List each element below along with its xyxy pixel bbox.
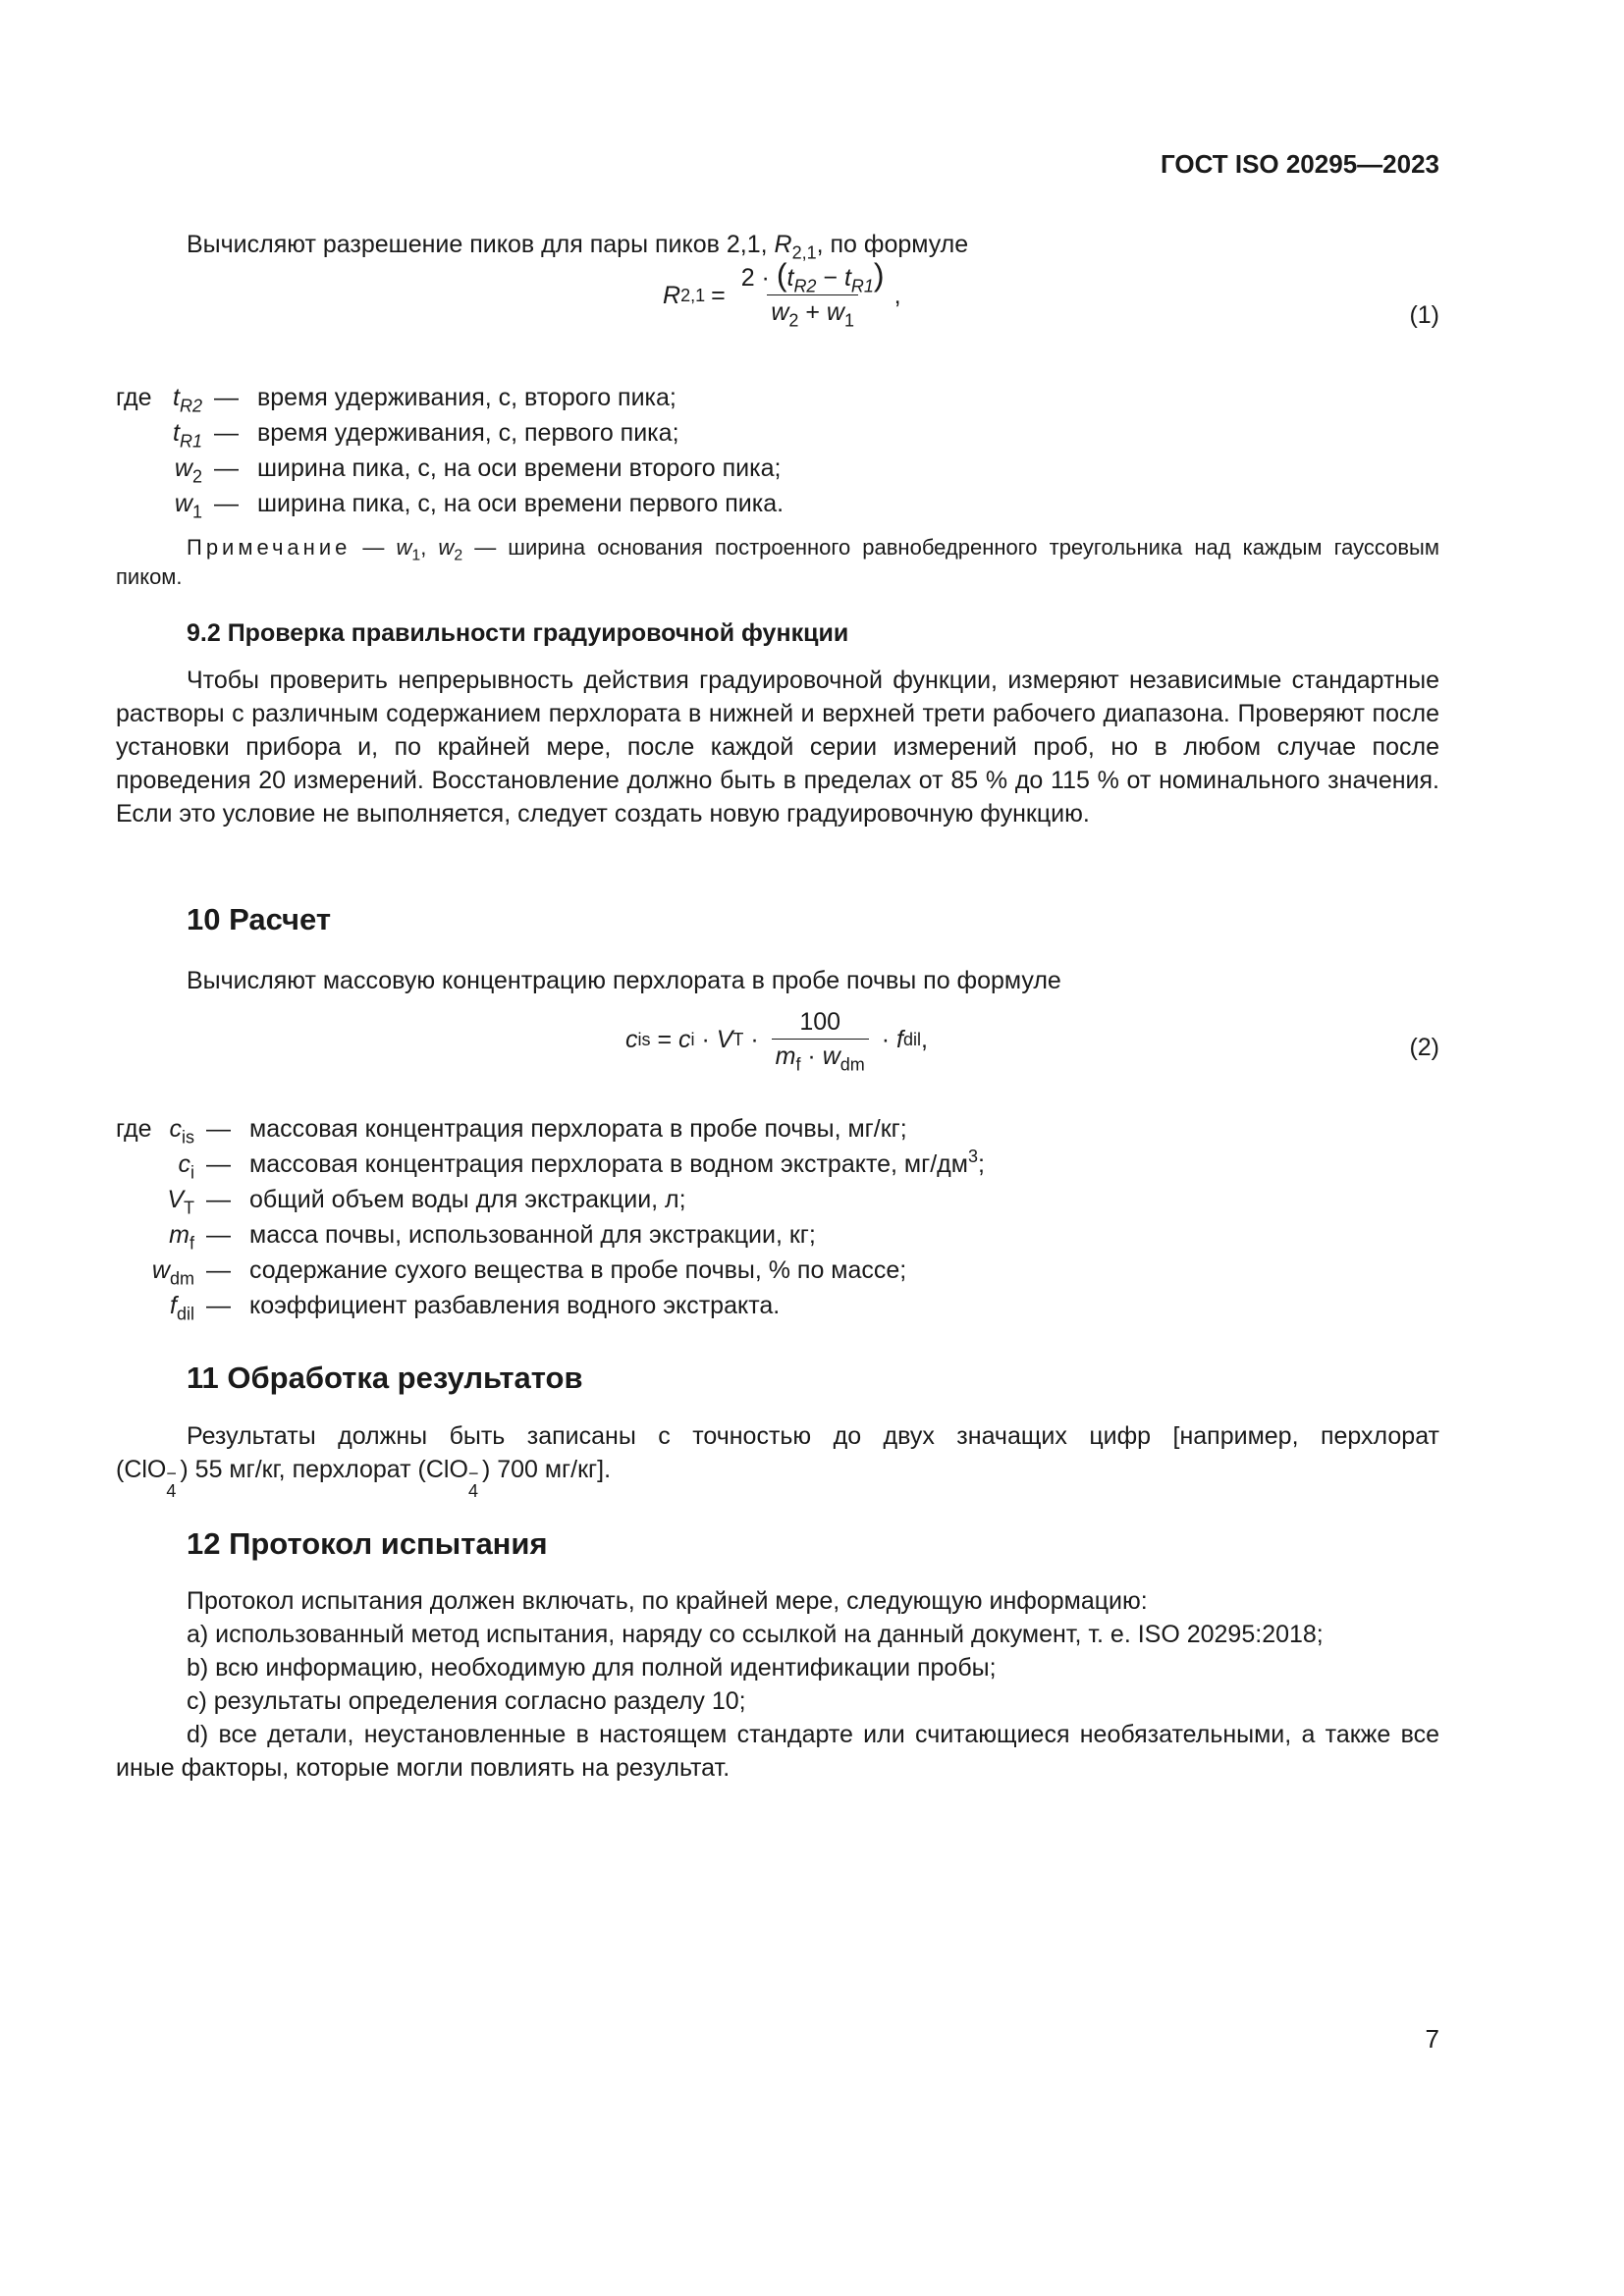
def1-symbol-sub-3: 1 [191,502,202,522]
clo4-1-base: (ClO [116,1456,167,1483]
section-11-title: 11 Обработка результатов [187,1361,583,1395]
def2-text-main-4: содержание сухого вещества в пробе почвы, % по массе; [249,1256,907,1284]
def1-dash-1: — [214,419,239,447]
formula-2-number: (2) [1409,1034,1439,1061]
def2-dash-1: — [206,1150,231,1178]
section-11-line-1: Результаты должны быть записаны с точностью до двух значащих цифр [например, перхлорат [187,1422,1439,1450]
def1-symbol-sub-1: R1 [179,431,202,452]
formula-2-numerator: 100 [799,1008,841,1036]
formula-2-fraction [772,1007,869,1075]
def1-text-main-1: время удерживания, с, первого пика; [257,419,679,447]
formula-1-number: (1) [1409,301,1439,329]
formula-2-definitions [0,1112,1624,1328]
def1-symbol-letter-0: t [173,384,180,411]
formula-1: R 2,1 = $\frac{2 \cdot (t_{R2} - t_{R1})}{w_2 + w_1}$ , [663,257,901,331]
def2-symbol-5 [170,1289,194,1322]
note-dash: — [351,535,397,560]
def2-symbol-sub-4: dm [169,1268,194,1289]
def2-text-0 [249,1112,907,1146]
def1-text-main-3: ширина пика, с, на оси времени первого пика. [257,490,785,517]
def2-text-1 [249,1148,985,1181]
formula-1-t1-sub: R1 [850,276,874,296]
section-9-2-body: Чтобы проверить непрерывность действия градуировочной функции, измеряют независимые стандартные растворы с различным содержанием перхлората в нижней и верхней трети рабочего диапазона. Проверяют после установки прибора и, по крайней мере, после каждой серии измерений проб, но в любом случае после проведения 20 измерений. Восстановление должно быть в пределах от 85 % до 115 % от номинального значения. Если это условие не выполняется, следует создать новую градуировочную функцию. [116,667,1439,828]
def2-symbol-letter-2: V [167,1186,184,1213]
def2-text-main-3: масса почвы, использованной для экстракции, кг; [249,1221,816,1249]
intro-symbol: R [774,231,792,258]
protocol-item-b: b) всю информацию, необходимую для полной идентификации пробы; [187,1654,997,1682]
def2-symbol-sub-5: dil [176,1304,194,1324]
formula-1-fraction [737,257,889,331]
formula-2-dot-4: · [874,1025,896,1053]
formula-1-w1-sub: 1 [843,310,854,331]
def2-text-2 [249,1183,686,1216]
note-comma: , [420,535,439,560]
section-11-middle: ) 55 мг/кг, перхлорат (ClO [180,1456,468,1483]
def2-dash-3: — [206,1221,231,1249]
note-label: Примечание [187,535,352,560]
def1-text-1 [257,416,679,450]
intro-prefix: Вычисляют разрешение пиков для пары пиков 2,1, [187,231,775,258]
formula-1-close-paren: ) [873,257,885,293]
formula-2-equals: = [650,1025,678,1053]
def2-symbol-2 [167,1183,194,1216]
def1-text-main-2: ширина пика, с, на оси времени второго пика; [257,454,782,482]
def2-symbol-4 [152,1254,194,1287]
def2-dash-5: — [206,1292,231,1319]
section-12-intro: Протокол испытания должен включать, по крайней мере, следующую информацию: [187,1587,1148,1615]
section-10-intro: Вычисляют массовую концентрацию перхлората в пробе почвы по формуле [187,967,1061,994]
def2-symbol-sub-0: is [182,1127,194,1148]
def2-symbol-sub-1: i [190,1162,194,1183]
formula-2-dot-3: · [800,1042,823,1070]
def1-dash-0: — [214,384,239,411]
formula-1-t2-sub: R2 [793,276,817,296]
formula-2-c-i: c [678,1025,691,1053]
def2-text-4 [249,1254,906,1287]
note-text: — ширина основания построенного равнобедренного треугольника над каждым гауссовым пиком. [116,535,1439,589]
where-word-2: где [116,1115,152,1143]
formula-1-t1: t [843,264,851,292]
where-word-1: где [116,384,152,411]
intro-subscript: 2,1 [791,242,817,263]
def1-symbol-letter-2: w [174,454,192,482]
def2-dash-4: — [206,1256,231,1284]
protocol-item-c: c) результаты определения согласно разделу 10; [187,1687,746,1715]
section-9-2-title: 9.2 Проверка правильности градуировочной функции [187,619,849,647]
intro-suffix: , по формуле [816,231,969,258]
def2-text-main-2: общий объем воды для экстракции, л; [249,1186,686,1213]
formula-2-m-sub: f [795,1054,801,1075]
section-10-title: 10 Расчет [187,902,332,936]
def2-symbol-0 [170,1112,195,1146]
def1-symbol-1 [173,416,202,450]
formula-2-dot-2: · [743,1025,766,1053]
note-w2: w [438,535,455,560]
formula-2-comma: , [920,1025,928,1053]
def1-symbol-letter-1: t [173,419,180,447]
formula-1-w2: w [771,298,789,326]
formula-2-v: V [716,1025,733,1053]
def1-symbol-0 [173,381,202,414]
def1-symbol-3 [175,487,202,520]
def2-text-main-0: массовая концентрация перхлората в пробе почвы, мг/кг; [249,1115,907,1143]
def1-dash-2: — [214,454,239,482]
def2-text-3 [249,1218,816,1252]
formula-2-w-sub: dm [839,1054,865,1075]
def1-symbol-2 [175,452,202,485]
def2-symbol-sub-3: f [189,1233,194,1254]
def1-symbol-sub-2: 2 [191,466,202,487]
formula-2-dot-1: · [694,1025,717,1053]
formula-1-equals: = [711,281,726,309]
formula-1-open-paren: ( [776,257,787,293]
def2-dash-2: — [206,1186,231,1213]
formula-1-definitions [0,381,1624,528]
peak-resolution-intro [187,228,968,261]
formula-1-lhs: R [663,281,681,309]
formula-2: c is = c i · V T · $\frac{100}{m_f \cdot w_{dm}}$ · f dil , [625,1008,928,1075]
def2-symbol-letter-3: m [169,1221,189,1249]
page-number: 7 [1425,2024,1439,2054]
def2-symbol-letter-4: w [151,1256,170,1284]
formula-1-comma: , [893,281,901,309]
protocol-item-d: d) все детали, неустановленные в настоящем стандарте или считающиеся необязательными, а также все иные факторы, которые могли повлиять на результат. [116,1721,1439,1782]
def2-symbol-letter-5: f [170,1292,177,1319]
formula-1-minus: − [816,264,844,292]
def1-text-3 [257,487,784,520]
note-w1-sub: 1 [411,547,421,564]
def1-dash-3: — [214,490,239,517]
protocol-item-a: a) использованный метод испытания, наряду со ссылкой на данный документ, т. е. ISO 20295:2018; [187,1621,1324,1648]
formula-2-denominator [772,1039,869,1075]
def2-text-tail-1: ; [977,1150,985,1178]
def1-symbol-sub-0: R2 [179,396,202,416]
def1-symbol-letter-3: w [174,490,192,517]
formula-1-numerator [737,257,889,296]
section-12-title: 12 Протокол испытания [187,1526,548,1561]
def1-text-main-0: время удерживания, с, второго пика; [257,384,677,411]
formula-1-coef: 2 · [740,264,777,292]
def1-text-0 [257,381,677,414]
def2-text-5 [249,1289,780,1322]
def2-dash-0: — [206,1115,231,1143]
def1-text-2 [257,452,781,485]
formula-2-c-is: c [625,1025,638,1053]
formula-2-w: w [822,1042,840,1070]
def2-symbol-letter-1: c [178,1150,190,1178]
formula-1-plus: + [798,298,827,326]
def2-text-main-1: массовая концентрация перхлората в водном экстракте, мг/дм [249,1150,968,1178]
formula-1-denominator [767,294,858,331]
note-w2-sub: 2 [454,547,463,564]
note-w1: w [396,535,412,560]
document-header-id: ГОСТ ISO 20295—2023 [1160,149,1439,179]
def2-text-sup-1: 3 [967,1147,978,1167]
section-11-line-2: (ClO − 4 ) 55 мг/кг, перхлорат (ClO − 4 ) 700 мг/кг]. [116,1456,612,1501]
def2-symbol-3 [169,1218,194,1252]
formula-1-w2-sub: 2 [788,310,799,331]
note-block [116,533,1439,592]
section-11-end: ) 700 мг/кг]. [481,1456,612,1483]
formula-1-t2: t [786,264,794,292]
def2-symbol-1 [179,1148,195,1181]
formula-1-w1: w [826,298,844,326]
def2-symbol-sub-2: T [184,1198,194,1218]
formula-2-f: f [895,1025,903,1053]
formula-2-m: m [775,1042,796,1070]
def2-symbol-letter-0: c [169,1115,182,1143]
def2-text-main-5: коэффициент разбавления водного экстракта. [249,1292,781,1319]
